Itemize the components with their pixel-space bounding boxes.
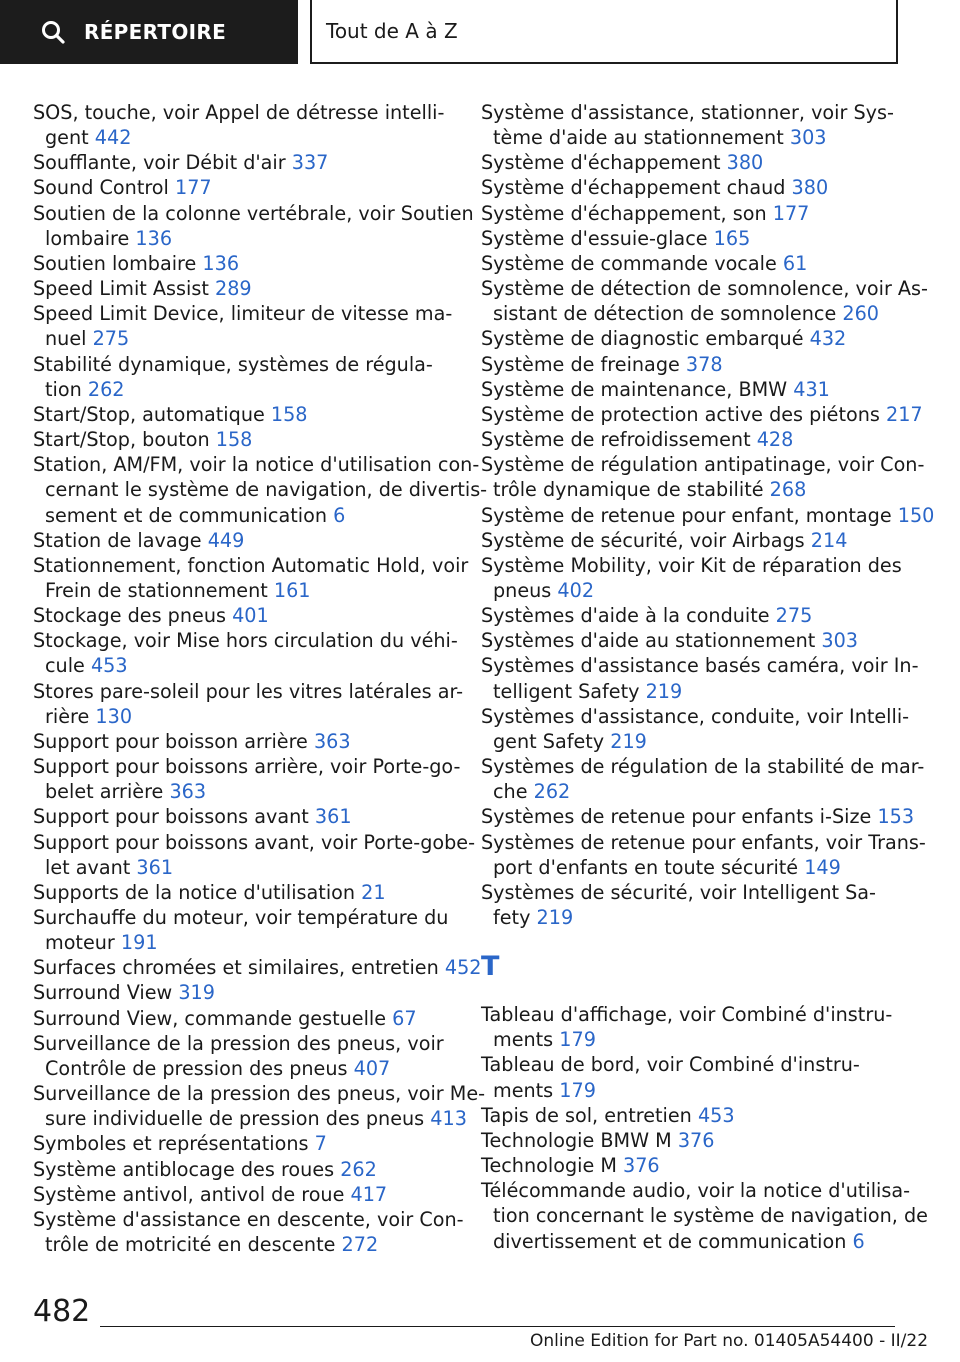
page-link[interactable]: 150 [897, 503, 935, 527]
index-entry [33, 100, 453, 150]
index-entry [481, 830, 926, 880]
index-entry-text: Système antivol, antivol de roue [33, 1182, 351, 1206]
page-link[interactable]: 179 [559, 1028, 596, 1052]
index-entry [481, 804, 915, 829]
page-header [0, 0, 960, 66]
index-entry-text: trôle dynamique de stabilité [493, 478, 770, 502]
index-entry-text: Système d'assistance en descente, voir Con- [33, 1207, 464, 1231]
index-entry-text: Système de protection active des piétons [481, 402, 886, 426]
index-tab[interactable] [0, 0, 298, 64]
page-link[interactable]: 380 [791, 176, 829, 200]
page-link[interactable]: 289 [214, 277, 252, 301]
index-entry-text: Tableau d'affichage, voir Combiné d'instru- [481, 1003, 893, 1027]
index-entry-text: Surround View [33, 981, 179, 1005]
index-entry-text: Système d'échappement chaud [481, 176, 792, 200]
index-entry-text: Support pour boissons avant, voir Porte-gobe- [33, 830, 476, 854]
index-entry [33, 955, 482, 980]
index-entry-text: Système de refroidissement [481, 428, 757, 452]
index-entry-text: Système Mobility, voir Kit de réparation des [481, 553, 902, 577]
index-entry [481, 1128, 911, 1153]
index-entry-text: port d'enfants en toute sécurité [493, 855, 805, 879]
index-entry-text: divertissement et de communication [493, 1229, 853, 1253]
page-link[interactable]: 452 [444, 956, 482, 980]
page-link[interactable]: 149 [804, 855, 841, 879]
index-entry-text: pneus [493, 578, 558, 602]
page-link[interactable]: 219 [645, 679, 683, 703]
index-entry [33, 251, 453, 276]
index-entry [481, 352, 911, 377]
index-entry [33, 553, 469, 603]
page-link[interactable]: 6 [333, 503, 346, 527]
index-entry [481, 603, 911, 628]
index-entry-text: Soutien de la colonne vertébrale, voir Soutien [33, 201, 474, 225]
index-entry [33, 980, 453, 1005]
page-link[interactable]: 61 [782, 251, 808, 275]
page-link[interactable]: 303 [789, 126, 827, 150]
index-entry-text: Surfaces chromées et similaires, entretien [33, 956, 445, 980]
index-entry [33, 804, 453, 829]
index-entry-text: ments [493, 1028, 560, 1052]
index-entry [33, 603, 453, 628]
index-entry-text: Support pour boissons arrière, voir Porte-go- [33, 755, 461, 779]
page-link[interactable]: 217 [886, 402, 923, 426]
index-entry [481, 1052, 911, 1102]
page-link[interactable]: 268 [769, 478, 807, 502]
index-entry-text: Stationnement, fonction Automatic Hold, voir [33, 553, 469, 577]
index-entry [33, 352, 453, 402]
index-entry-text: Systèmes d'aide au stationnement [481, 629, 822, 653]
page-link[interactable]: 376 [677, 1128, 715, 1152]
index-entry-text: Système de régulation antipatinage, voir Con- [481, 453, 925, 477]
index-entry [33, 528, 453, 553]
index-entry-text: tion [45, 377, 88, 401]
page-link[interactable]: 262 [340, 1157, 377, 1181]
page-link[interactable]: 219 [536, 906, 574, 929]
index-entry [481, 503, 935, 528]
index-entry-text: Systèmes de sécurité, voir Intelligent Sa- [481, 880, 876, 904]
index-entry [33, 452, 488, 527]
page-link[interactable]: 376 [623, 1154, 660, 1178]
index-entry [481, 276, 928, 326]
index-entry [33, 1131, 453, 1156]
page-link[interactable]: 363 [313, 729, 351, 753]
page-link[interactable]: 262 [87, 377, 125, 401]
page-link[interactable]: 319 [178, 981, 215, 1005]
index-entry-text: Système antiblocage des roues [33, 1157, 341, 1181]
index-entry [33, 905, 453, 955]
index-entry-text: Télécommande audio, voir la notice d'utilisa- [481, 1179, 911, 1203]
index-entry [33, 301, 453, 351]
page-number: 482 [33, 1294, 91, 1329]
page-link[interactable]: 449 [207, 528, 245, 552]
index-entry-text: sement et de communication [45, 503, 334, 527]
index-entry [33, 1031, 453, 1081]
index-entry [481, 427, 911, 452]
index-entry-text: Systèmes d'assistance, conduite, voir Intelli- [481, 704, 910, 728]
page-link[interactable]: 453 [697, 1103, 735, 1127]
index-entry-text: Système de freinage [481, 352, 686, 376]
index-entry-text: gent Safety [493, 729, 611, 753]
page-link[interactable]: 177 [772, 201, 810, 225]
index-entry-text: Stores pare-soleil pour les vitres latérales ar- [33, 679, 464, 703]
section-letter: T [481, 951, 500, 983]
page-link[interactable]: 67 [392, 1006, 417, 1030]
index-tab-label: RÉPERTOIRE [84, 20, 227, 44]
page-link[interactable]: 260 [842, 302, 879, 326]
page-link[interactable]: 453 [90, 654, 128, 678]
page-link[interactable]: 262 [533, 780, 571, 804]
index-entry [33, 754, 461, 804]
page-link[interactable]: 401 [232, 604, 269, 628]
index-entry-text: Système de diagnostic embarqué [481, 327, 810, 351]
page-link[interactable]: 272 [341, 1233, 379, 1257]
page-link[interactable]: 191 [120, 931, 158, 955]
index-entry [481, 1002, 911, 1052]
page-link[interactable]: 407 [353, 1056, 391, 1080]
index-entry [33, 880, 453, 905]
index-entry-text: let avant [45, 855, 137, 879]
page-link[interactable]: 7 [314, 1132, 327, 1156]
page-link[interactable]: 275 [775, 604, 813, 628]
index-entry-text: Système d'assistance, stationner, voir Sys- [481, 101, 894, 124]
index-entry [33, 201, 474, 251]
page-link[interactable]: 417 [350, 1182, 388, 1206]
index-entry-text: Speed Limit Device, limiteur de vitesse ma- [33, 302, 453, 326]
index-entry-text: rière [45, 704, 96, 728]
index-entry-text: Start/Stop, automatique [33, 402, 271, 426]
index-entry [481, 880, 911, 930]
index-group-t [481, 1002, 928, 1254]
page-link[interactable]: 136 [135, 226, 173, 250]
index-entry-text: tion concernant le système de navigation, de [493, 1204, 928, 1228]
page-link[interactable]: 179 [559, 1078, 596, 1102]
index-entry-text: SOS, touche, voir Appel de détresse intelli- [33, 101, 445, 124]
index-entry [481, 251, 911, 276]
index-entry-text: Système de sécurité, voir Airbags [481, 528, 811, 552]
index-entry-text: telligent Safety [493, 679, 646, 703]
index-entry-text: Soufflante, voir Débit d'air [33, 151, 292, 175]
index-entry-text: Surveillance de la pression des pneus, voir [33, 1031, 444, 1055]
page-link[interactable]: 165 [713, 226, 751, 250]
index-entry-text: fety [493, 906, 537, 929]
page-link[interactable]: 21 [361, 880, 386, 904]
index-entry-text: Stockage des pneus [33, 604, 233, 628]
index-column-left [33, 100, 488, 1257]
page-link[interactable]: 219 [610, 729, 647, 753]
index-entry [481, 1153, 911, 1178]
index-entry-text: Technologie M [481, 1154, 624, 1178]
footer-divider [100, 1326, 895, 1327]
page-link[interactable]: 214 [810, 528, 848, 552]
index-entry-text: Systèmes de retenue pour enfants, voir Trans- [481, 830, 926, 854]
index-entry-text: Station, AM/FM, voir la notice d'utilisation con- [33, 453, 480, 477]
index-entry-text: Tableau de bord, voir Combiné d'instru- [481, 1053, 860, 1077]
index-entry-text: Surround View, commande gestuelle [33, 1006, 393, 1030]
index-entry-text: sistant de détection de somnolence [493, 302, 843, 326]
page-link[interactable]: 158 [215, 428, 253, 452]
index-entry-text: belet arrière [45, 780, 170, 804]
index-entry-text: Surchauffe du moteur, voir température du [33, 906, 449, 929]
index-entry [481, 100, 911, 150]
page-link[interactable]: 378 [685, 352, 723, 376]
index-entry [481, 377, 911, 402]
index-entry-text: Frein de stationnement [45, 578, 274, 602]
index-entry [33, 729, 453, 754]
page-link[interactable]: 361 [314, 805, 352, 829]
index-entry-text: Surveillance de la pression des pneus, voir Me- [33, 1082, 486, 1106]
index-entry [33, 1157, 453, 1182]
index-group-s [481, 100, 935, 930]
index-entry [33, 679, 464, 729]
index-entry-text: Sound Control [33, 176, 175, 200]
index-entry [481, 175, 911, 200]
page-link[interactable]: 153 [877, 805, 915, 829]
index-entry [481, 653, 919, 703]
index-entry-text: Systèmes d'assistance basés caméra, voir In- [481, 654, 919, 678]
index-entry [33, 830, 476, 880]
page-link[interactable]: 428 [756, 428, 794, 452]
index-entry [33, 150, 453, 175]
index-entry-text: lombaire [45, 226, 136, 250]
page-link[interactable]: 361 [136, 855, 174, 879]
page-link[interactable]: 442 [94, 126, 132, 150]
index-entry-text: ments [493, 1078, 560, 1102]
index-entry-text: Système d'échappement, son [481, 201, 773, 225]
index-entry-text: Systèmes de retenue pour enfants i-Size [481, 805, 878, 829]
edition-note: Online Edition for Part no. 01405A54400 - II/22 [530, 1331, 929, 1351]
page-link[interactable]: 136 [202, 251, 240, 275]
index-entry [33, 1207, 464, 1257]
page-link[interactable]: 363 [169, 780, 207, 804]
page-link[interactable]: 402 [557, 578, 595, 602]
index-entry [481, 402, 923, 427]
index-entry [481, 528, 911, 553]
index-entry [481, 1178, 928, 1253]
page-link[interactable]: 413 [430, 1107, 467, 1131]
index-entry-text: cule [45, 654, 91, 678]
index-entry [33, 402, 453, 427]
index-entry-text: Système de détection de somnolence, voir As- [481, 277, 928, 301]
index-entry [33, 628, 458, 678]
index-entry-text: Soutien lombaire [33, 251, 203, 275]
index-entry-text: Speed Limit Assist [33, 277, 215, 301]
index-entry [481, 326, 911, 351]
index-entry [33, 1081, 486, 1131]
page-link[interactable]: 380 [726, 151, 764, 175]
page-link[interactable]: 6 [852, 1229, 865, 1253]
section-title-box [310, 0, 898, 64]
index-entry-text: Tapis de sol, entretien [481, 1103, 698, 1127]
index-entry-text: Système d'essuie-glace [481, 226, 714, 250]
index-entry-text: Systèmes de régulation de la stabilité de mar- [481, 755, 925, 779]
index-entry-text: Système de retenue pour enfant, montage [481, 503, 898, 527]
index-entry [33, 1182, 453, 1207]
index-entry-text: trôle de motricité en descente [45, 1233, 342, 1257]
index-entry [481, 704, 911, 754]
index-entry [481, 150, 911, 175]
index-entry-text: Support pour boissons avant [33, 805, 315, 829]
index-entry-text: gent [45, 126, 95, 150]
index-entry-text: Support pour boisson arrière [33, 729, 314, 753]
index-entry-text: moteur [45, 931, 121, 955]
page-link[interactable]: 130 [95, 704, 133, 728]
index-entry-text: Contrôle de pression des pneus [45, 1056, 354, 1080]
index-entry-text: Système de commande vocale [481, 251, 783, 275]
index-entry [481, 628, 911, 653]
index-entry-text: nuel [45, 327, 93, 351]
index-entry-text: Système d'échappement [481, 151, 727, 175]
search-icon [40, 19, 66, 45]
index-entry [33, 1006, 453, 1031]
index-column-right [481, 100, 935, 1254]
index-entry-text: Stockage, voir Mise hors circulation du véhi- [33, 629, 458, 653]
index-entry [481, 452, 925, 502]
index-entry-text: sure individuelle de pression des pneus [45, 1107, 431, 1131]
index-entry-text: Systèmes d'aide à la conduite [481, 604, 776, 628]
index-entry [481, 201, 911, 226]
section-title: Tout de A à Z [326, 19, 458, 43]
index-entry [33, 175, 453, 200]
page-link[interactable]: 337 [291, 151, 329, 175]
index-entry-text: cernant le système de navigation, de divertis- [45, 478, 488, 502]
index-entry [481, 226, 911, 251]
page-link[interactable]: 158 [270, 402, 308, 426]
page-link[interactable]: 177 [174, 176, 212, 200]
index-entry [33, 276, 453, 301]
page-link[interactable]: 431 [793, 377, 830, 401]
index-entry-text: Start/Stop, bouton [33, 428, 216, 452]
page-link[interactable]: 303 [821, 629, 858, 653]
index-entry-text: Stabilité dynamique, systèmes de régula- [33, 352, 433, 376]
index-entry-text: Système de maintenance, BMW [481, 377, 794, 401]
index-entry-text: che [493, 780, 534, 804]
index-entry-text: Supports de la notice d'utilisation [33, 880, 362, 904]
page-link[interactable]: 432 [809, 327, 847, 351]
page-link[interactable]: 161 [273, 578, 311, 602]
index-entry [481, 1103, 911, 1128]
index-entry-text: Symboles et représentations [33, 1132, 315, 1156]
index-entry [481, 553, 911, 603]
index-entry-text: tème d'aide au stationnement [493, 126, 790, 150]
index-entry-text: Station de lavage [33, 528, 208, 552]
page-link[interactable]: 275 [92, 327, 130, 351]
index-entry [33, 427, 453, 452]
index-entry [481, 754, 925, 804]
index-entry-text: Technologie BMW M [481, 1128, 678, 1152]
